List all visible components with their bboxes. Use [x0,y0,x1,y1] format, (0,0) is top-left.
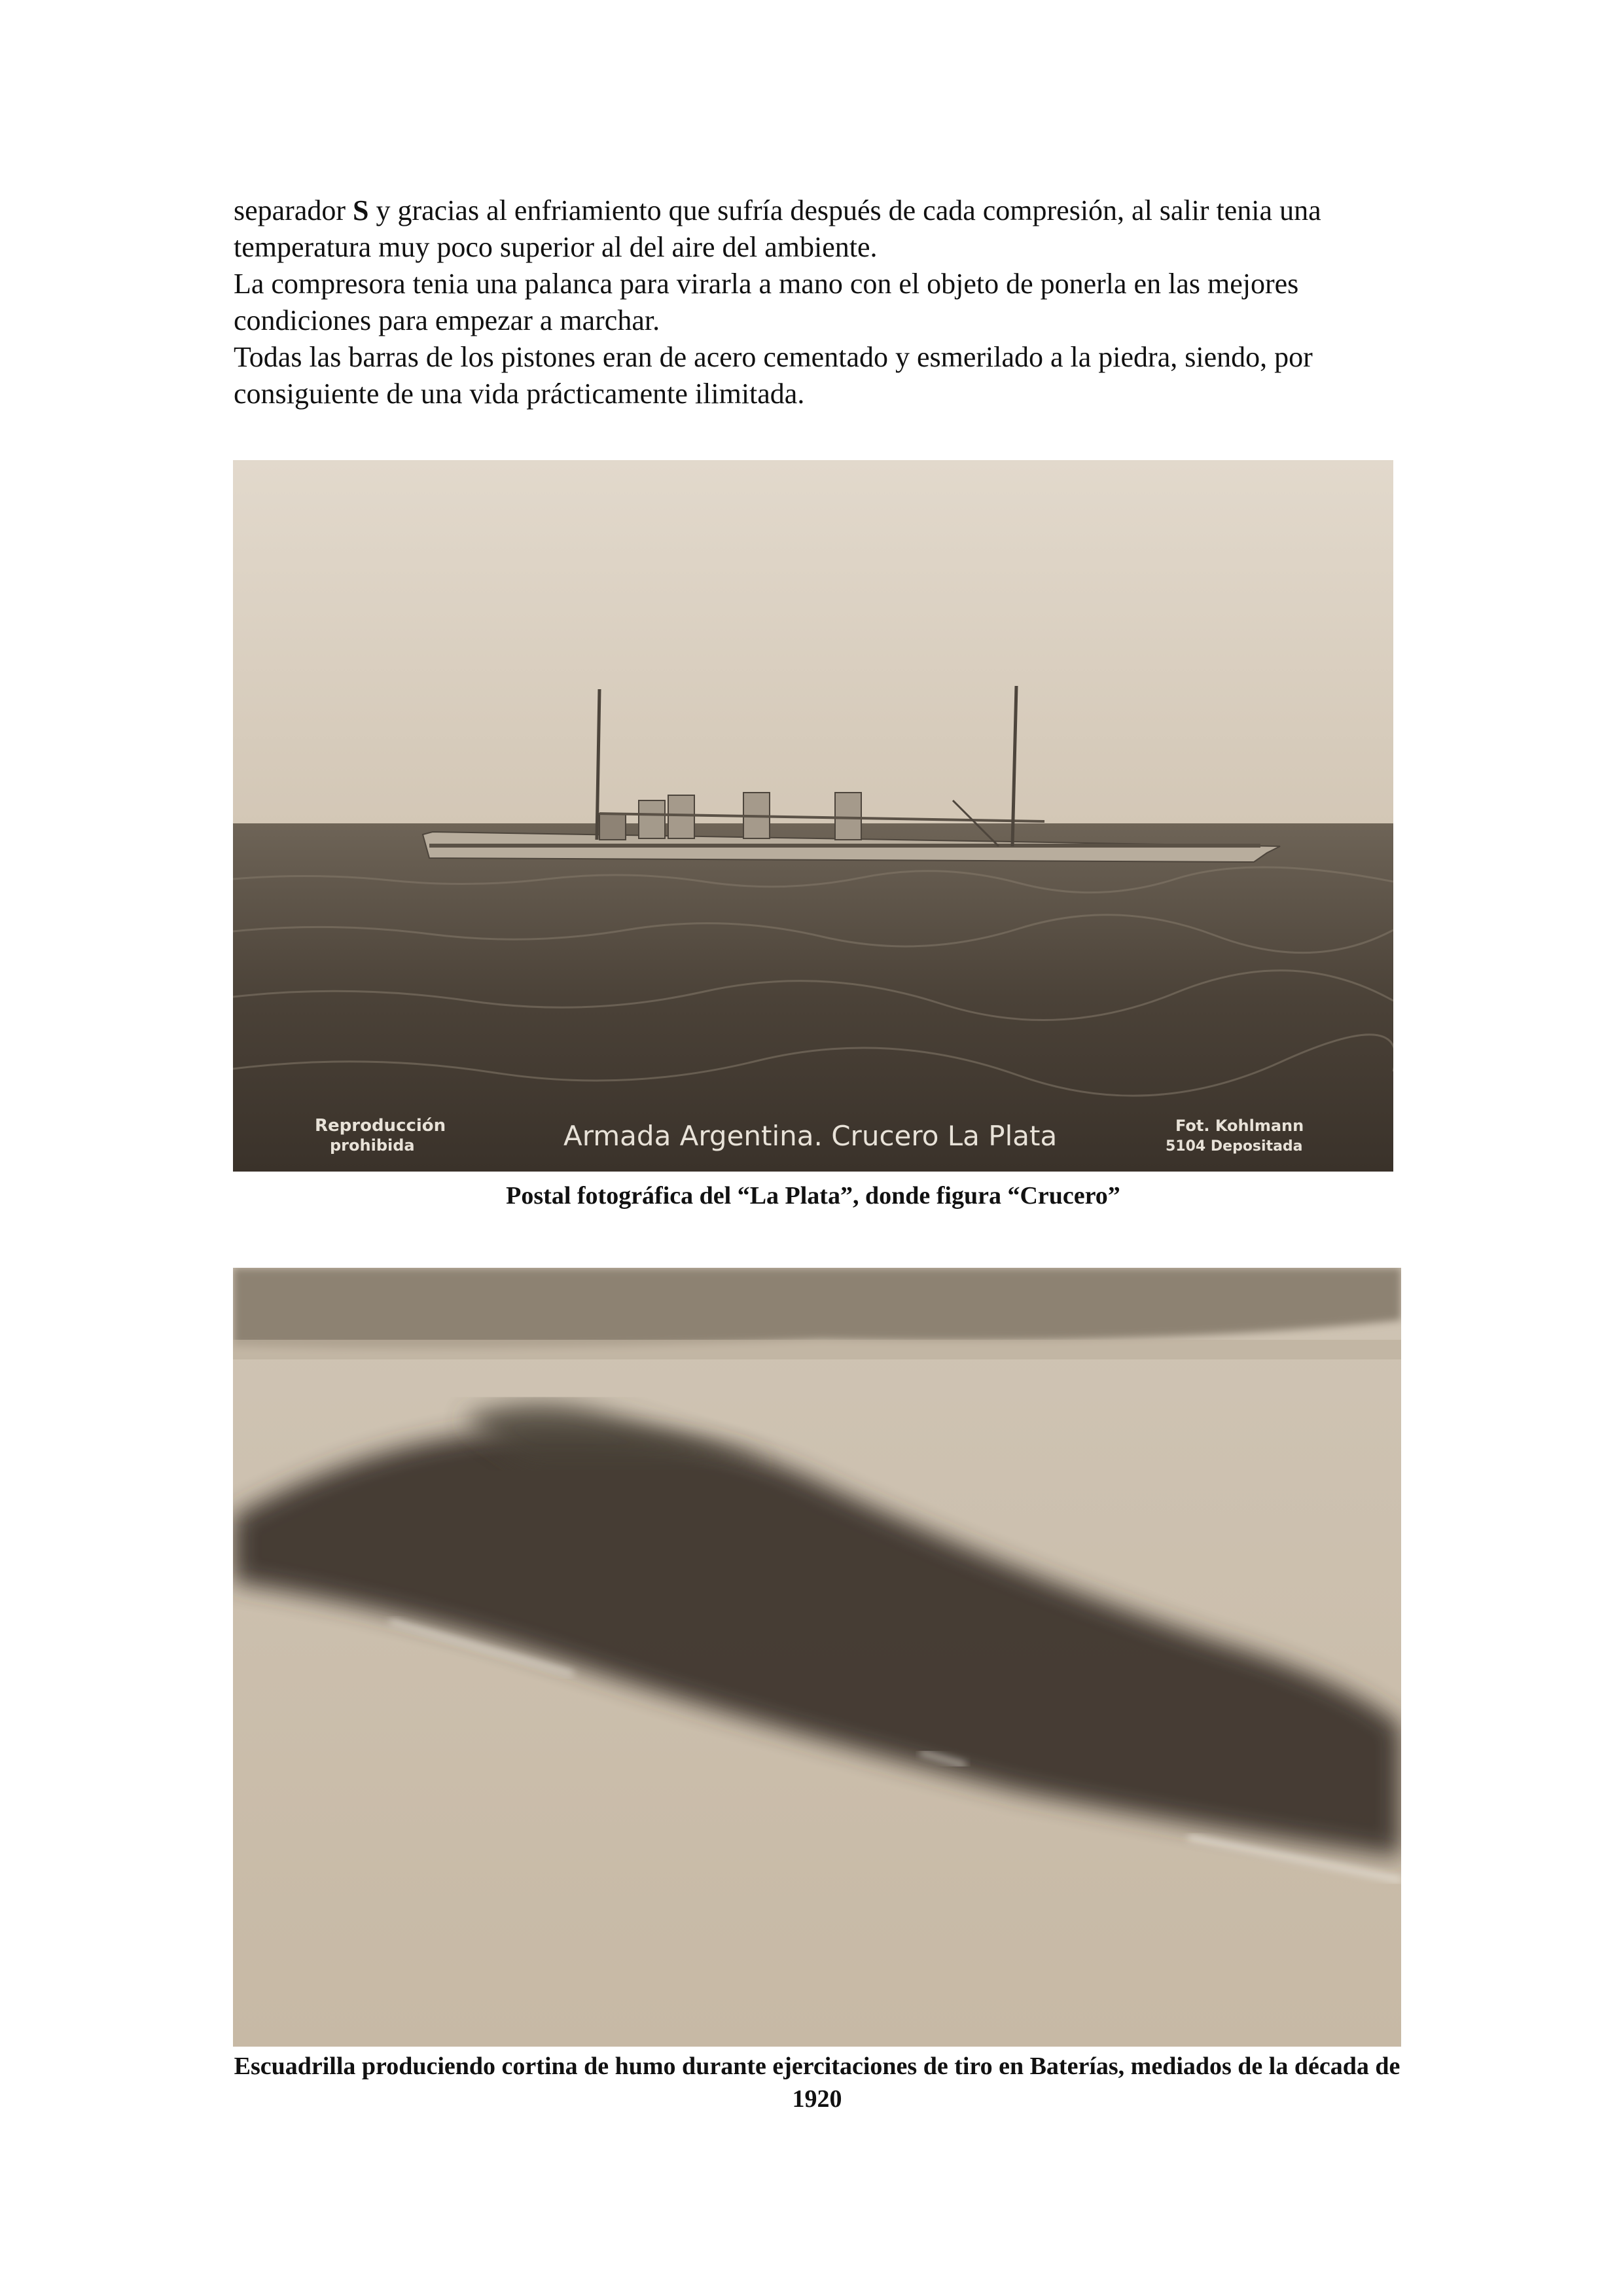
caption-smoke-screen: Escuadrilla produciendo cortina de humo durante ejercitaciones de tiro en Baterías, mediados de la década de 1920 [234,2053,1400,2113]
overlay-title: Armada Argentina. Crucero La Plata [563,1120,1058,1152]
smoke-screen-photo [233,1268,1401,2047]
overlay-prohibida: prohibida [330,1136,415,1155]
overlay-photographer: Fot. Kohlmann [1175,1117,1304,1135]
paragraph-2: La compresora tenia una palanca para virarla a mano con el objeto de ponerla en las mejores condiciones para empezar a marchar. [234,268,1299,336]
overlay-reproduccion: Reproducción [315,1116,446,1136]
body-text [234,192,1392,412]
ship-postcard-photo [233,460,1393,1172]
bold-letter-s: S [353,194,369,226]
paragraph-3: Todas las barras de los pistones eran de acero cementado y esmerilado a la piedra, siendo, por consiguiente de una vida prácticamente ilimitada. [234,341,1313,410]
paragraph-1: separador S y gracias al enfriamiento que sufría después de cada compresión, al salir tenia una temperatura muy poco superior al del aire del ambiente. [234,194,1321,263]
caption-postcard: Postal fotográfica del “La Plata”, donde figura “Crucero” [506,1182,1120,1210]
overlay-number: 5104 Depositada [1166,1138,1303,1155]
